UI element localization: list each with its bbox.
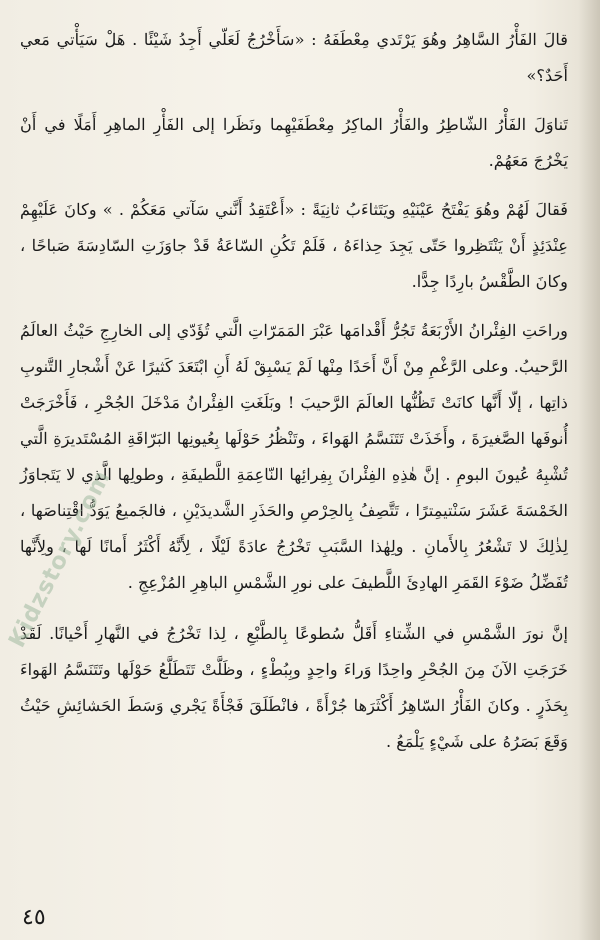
paragraph-2: تَناوَلَ الفَأْرُ الشّاطِرُ والفَأْرُ الماكِرُ مِعْطَفَيْهِما ونَظَرا إلى الفَأْرِ الماهِرِ أَمَلًا في أَنْ يَخْرُجَ مَعَهُمْ. (20, 115, 568, 170)
paragraph-4: وراحَتِ الفِئْرانُ الأَرْبَعَةُ تَجُرُّ أَقْدامَها عَبْرَ المَمَرّاتِ الَّتي تُؤَدّي إلى الخارِجِ حَيْثُ العالَمُ الرَّحيبُ. وعلى الرَّغْمِ مِنْ أَنَّ أَحَدًا مِنْها لَمْ يَسْبِقْ لَهُ أَنِ ابْتَعَدَ كَثيرًا عَنْ أَشْجارِ التَّنوبِ ذاتِها ، إلّا أَنَّها كانَتْ تَظُنُّها العالَمَ الرَّحيبَ ! وبَلَغَتِ الفِئْرانُ مَدْخَلَ الجُحْرِ ، فَأَخْرَجَتْ أُنوفَها الصَّغيرَةَ ، وأَخَذَتْ تَتَنَسَّمُ الهَواءَ ، وتَنْظُرُ حَوْلَها بِعُيونِها البَرّاقَةِ المُسْتَديرَةِ الَّتي تُشْبِهُ عُيونَ البومِ . إنَّ هٰذِهِ الفِئْرانَ بِفِرائِها النّاعِمَةِ اللَّطيفَةِ ، وطولِها الَّذي لا يَتَجاوَزُ الخَمْسَةَ عَشَرَ سَنْتيمِترًا ، تَتَّصِفُ بِالحِرْصِ والحَذَرِ الشَّديدَيْنِ ، فالجَميعُ يَوَدُّ اقْتِناصَها ، لِذٰلِكَ لا تَشْعُرُ بِالأَمانِ . ولِهٰذا السَّبَبِ تَخْرُجُ عادَةً لَيْلًا ، لِأَنَّهُ أَكْثَرُ أَمانًا لَها ، ولِأَنَّها تُفَضِّلُ ضَوْءَ القَمَرِ الهادِئَ اللَّطيفَ على نورِ الشَّمْسِ الباهِرِ المُزْعِجِ . (20, 321, 568, 592)
paragraph-1: قالَ الفَأْرُ السَّاهِرُ وهُوَ يَرْتَدي مِعْطَفَهُ : «سَأَخْرُجُ لَعَلّي أَجِدُ شَيْئًا . هَلْ سَيَأْتي مَعي أَحَدٌ؟» (20, 30, 568, 85)
page-number: ٤٥ (22, 905, 46, 930)
page-binding-shadow (578, 0, 600, 940)
page-body (20, 22, 568, 775)
site-watermark: Kidzstory.com (4, 465, 116, 652)
paragraph-5: إنَّ نورَ الشَّمْسِ في الشِّتاءِ أَقَلُّ سُطوعًا بِالطَّبْعِ ، لِذا تَخْرُجُ في النَّهارِ أَحْيانًا. لَقَدْ خَرَجَتِ الآنَ مِنَ الجُحْرِ واحِدًا وَراءَ واحِدٍ وبِبُطْءٍ ، وظَلَّتْ تَتَطَلَّعُ حَوْلَها وتَتَنَسَّمُ الهَواءَ بِحَذَرٍ . وكانَ الفَأْرُ السّاهِرُ أَكْثَرَها جُرْأَةً ، فانْطَلَقَ فَجْأَةً يَجْري وَسَطَ الحَشائِشِ حَيْثُ وَقَعَ بَصَرُهُ على شَيْءٍ يَلْمَعُ . (20, 624, 568, 751)
paragraph-3: فَقالَ لَهُمْ وهُوَ يَفْتَحُ عَيْنَيْهِ ويَتَثاءَبُ ثانِيَةً : «أَعْتَقِدُ أَنَّني سَآتي مَعَكُمْ . » وكانَ عَلَيْهِمْ عِنْدَئِذٍ أَنْ يَنْتَظِروا حَتّى يَجِدَ حِذاءَهُ ، فَلَمْ تَكُنِ السّاعَةُ قَدْ جاوَزَتِ السّادِسَةَ صَباحًا ، وكانَ الطَّقْسُ بارِدًا جِدًّا. (20, 200, 568, 291)
